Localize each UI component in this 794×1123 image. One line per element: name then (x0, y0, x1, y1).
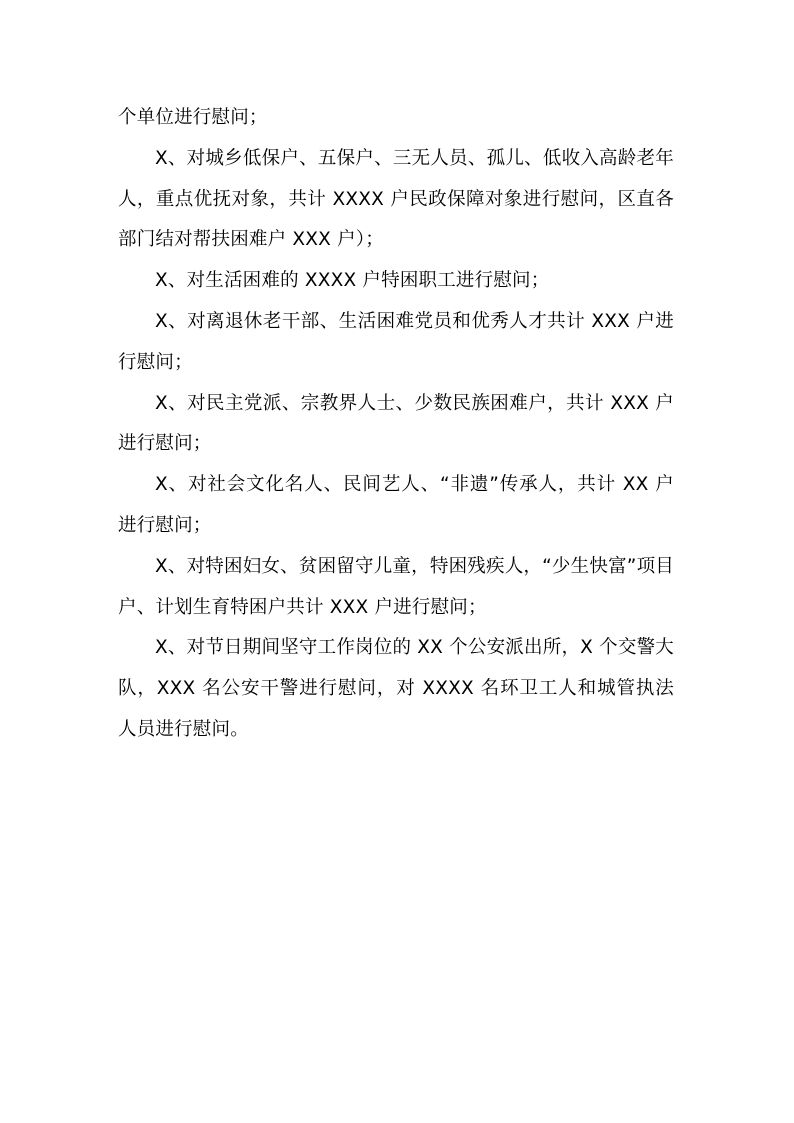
paragraph-continuation: 个单位进行慰问； (118, 107, 268, 128)
paragraph-item-4: X、对民主党派、宗教界人士、少数民族困难户，共计 XXX 户进行慰问； (118, 392, 674, 455)
paragraph-item-1: X、对城乡低保户、五保户、三无人员、孤儿、低收入高龄老年人，重点优抚对象，共计 XXXX 户民政保障对象进行慰问，区直各部门结对帮扶困难户 XXX 户）； (118, 147, 674, 251)
paragraph-item-3: X、对离退休老干部、生活困难党员和优秀人才共计 XXX 户进行慰问； (118, 310, 674, 373)
paragraph-item-2: X、对生活困难的 XXXX 户特困职工进行慰问； (155, 270, 550, 292)
document-body (118, 98, 674, 751)
paragraph-item-6: X、对特困妇女、贫困留守儿童，特困残疾人，“少生快富”项目户、计划生育特困户共计 XXX 户进行慰问； (118, 555, 674, 618)
paragraph-item-7: X、对节日期间坚守工作岗位的 XX 个公安派出所，X 个交警大队，XXX 名公安干警进行慰问，对 XXXX 名环卫工人和城管执法人员进行慰问。 (118, 637, 674, 740)
paragraph-item-5: X、对社会文化名人、民间艺人、“非遗”传承人，共计 XX 户进行慰问； (118, 474, 674, 536)
